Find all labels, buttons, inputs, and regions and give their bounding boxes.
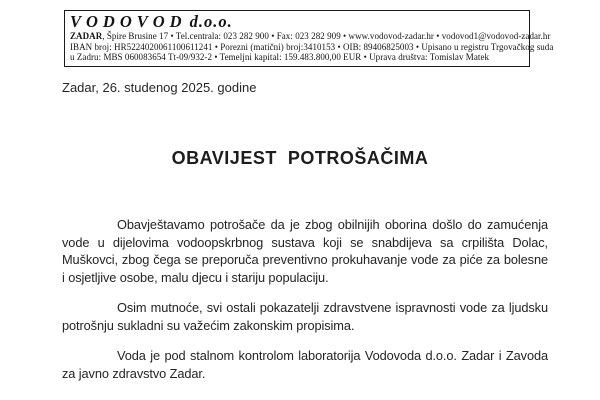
- paragraph-lab-control: Voda je pod stalnom kontrolom laboratorija Vodovoda d.o.o. Zadar i Zavoda za javno zdravstvo Zadar.: [62, 348, 548, 381]
- company-suffix: d.o.o.: [189, 12, 233, 31]
- letterhead-city: ZADAR: [70, 31, 103, 41]
- paragraph-turbidity-warning: Obavještavamo potrošače da je zbog obilnijih oborina došlo do zamućenja vode u dijelovima vodoopskrbnog sustava koji se snabdijeva sa crpilišta Dolac, Muškovci, zbog čega se preporuča preventivno prokuhavanje vode za piće za bolesne i osjetljive osobe, malu djecu i stariju populaciju.: [62, 217, 548, 285]
- letterhead-registry-line: IBAN broj: HR5224020061100611241 • Porezni (matični) broj:3410153 • OIB: 89406825003 • Upisano u registru Trgovačkog suda: [70, 41, 554, 52]
- notice-title: OBAVIJEST POTROŠAČIMA: [171, 148, 429, 168]
- paragraph-water-safety: Osim mutnoće, svi ostali pokazatelji zdravstvene ispravnosti vode za ljudsku potrošnju sukladni su važećim zakonskim propisima.: [62, 300, 548, 333]
- company-name: VODOVOD: [70, 12, 187, 31]
- letterhead: [64, 10, 554, 67]
- letterhead-capital-line: u Zadru: MBS 060083654 Tt-09/932-2 • Temeljni kapital: 159.483.800,00 EUR • Uprava društva: Tomislav Matek: [70, 52, 490, 62]
- dateline: Zadar, 26. studenog 2025. godine: [62, 80, 257, 95]
- letterhead-contact-line: [70, 31, 551, 42]
- notice-body: [62, 216, 548, 395]
- letterhead-contact-details: , Špire Brusine 17 • Tel.centrala: 023 282 900 • Fax: 023 282 909 • www.vodovod-zadar.hr • vodovod1@vodovod-zadar.hr: [102, 31, 551, 41]
- company-line: [70, 12, 524, 31]
